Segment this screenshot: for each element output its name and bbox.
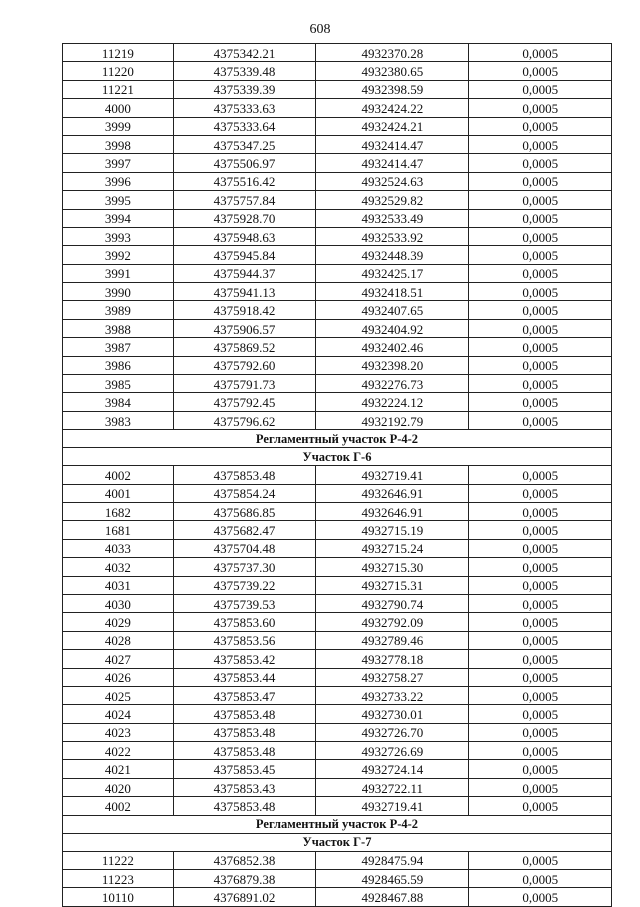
x-coordinate-cell: 4375737.30 — [173, 558, 316, 576]
table-row — [63, 264, 612, 282]
x-coordinate-cell: 4375757.84 — [173, 191, 316, 209]
y-coordinate-cell: 4932370.28 — [316, 44, 469, 62]
point-number-cell: 3986 — [63, 356, 174, 374]
y-coordinate-cell: 4932726.69 — [316, 742, 469, 760]
point-number-cell: 4023 — [63, 723, 174, 741]
error-cell: 0,0005 — [469, 466, 612, 484]
x-coordinate-cell: 4375791.73 — [173, 375, 316, 393]
table-row — [63, 44, 612, 62]
table-row — [63, 594, 612, 612]
x-coordinate-cell: 4375739.22 — [173, 576, 316, 594]
x-coordinate-cell: 4375342.21 — [173, 44, 316, 62]
table-row — [63, 484, 612, 502]
table-row — [63, 172, 612, 190]
y-coordinate-cell: 4932792.09 — [316, 613, 469, 631]
y-coordinate-cell: 4932730.01 — [316, 705, 469, 723]
table-row — [63, 521, 612, 539]
y-coordinate-cell: 4932533.49 — [316, 209, 469, 227]
table-row — [63, 191, 612, 209]
x-coordinate-cell: 4376852.38 — [173, 851, 316, 869]
y-coordinate-cell: 4932646.91 — [316, 484, 469, 502]
point-number-cell: 3983 — [63, 411, 174, 429]
x-coordinate-cell: 4375506.97 — [173, 154, 316, 172]
table-row — [63, 466, 612, 484]
y-coordinate-cell: 4928467.88 — [316, 888, 469, 906]
point-number-cell: 3987 — [63, 338, 174, 356]
section-heading-row — [63, 815, 612, 833]
section-heading: Участок Г-6 — [63, 448, 612, 466]
x-coordinate-cell: 4375944.37 — [173, 264, 316, 282]
y-coordinate-cell: 4932407.65 — [316, 301, 469, 319]
table-row — [63, 246, 612, 264]
table-row — [63, 851, 612, 869]
y-coordinate-cell: 4932790.74 — [316, 594, 469, 612]
error-cell: 0,0005 — [469, 558, 612, 576]
point-number-cell: 3991 — [63, 264, 174, 282]
error-cell: 0,0005 — [469, 631, 612, 649]
error-cell: 0,0005 — [469, 62, 612, 80]
coordinates-table-container — [62, 43, 612, 907]
y-coordinate-cell: 4928465.59 — [316, 870, 469, 888]
y-coordinate-cell: 4932529.82 — [316, 191, 469, 209]
error-cell: 0,0005 — [469, 742, 612, 760]
table-row — [63, 760, 612, 778]
coordinates-table — [62, 43, 612, 907]
table-row — [63, 154, 612, 172]
point-number-cell: 4000 — [63, 99, 174, 117]
table-row — [63, 62, 612, 80]
point-number-cell: 3989 — [63, 301, 174, 319]
y-coordinate-cell: 4932758.27 — [316, 668, 469, 686]
error-cell: 0,0005 — [469, 411, 612, 429]
y-coordinate-cell: 4932398.20 — [316, 356, 469, 374]
table-row — [63, 888, 612, 906]
y-coordinate-cell: 4932646.91 — [316, 502, 469, 520]
y-coordinate-cell: 4932402.46 — [316, 338, 469, 356]
x-coordinate-cell: 4375853.45 — [173, 760, 316, 778]
point-number-cell: 3999 — [63, 117, 174, 135]
point-number-cell: 11219 — [63, 44, 174, 62]
y-coordinate-cell: 4928475.94 — [316, 851, 469, 869]
table-row — [63, 742, 612, 760]
y-coordinate-cell: 4932398.59 — [316, 80, 469, 98]
x-coordinate-cell: 4375906.57 — [173, 319, 316, 337]
point-number-cell: 3988 — [63, 319, 174, 337]
table-row — [63, 539, 612, 557]
table-row — [63, 723, 612, 741]
point-number-cell: 4030 — [63, 594, 174, 612]
x-coordinate-cell: 4375796.62 — [173, 411, 316, 429]
table-row — [63, 502, 612, 520]
x-coordinate-cell: 4375853.48 — [173, 723, 316, 741]
y-coordinate-cell: 4932425.17 — [316, 264, 469, 282]
x-coordinate-cell: 4375339.39 — [173, 80, 316, 98]
point-number-cell: 4027 — [63, 650, 174, 668]
point-number-cell: 4032 — [63, 558, 174, 576]
table-row — [63, 576, 612, 594]
error-cell: 0,0005 — [469, 44, 612, 62]
point-number-cell: 1681 — [63, 521, 174, 539]
error-cell: 0,0005 — [469, 613, 612, 631]
point-number-cell: 4031 — [63, 576, 174, 594]
error-cell: 0,0005 — [469, 484, 612, 502]
table-row — [63, 797, 612, 815]
point-number-cell: 3993 — [63, 227, 174, 245]
table-row — [63, 613, 612, 631]
table-row — [63, 375, 612, 393]
error-cell: 0,0005 — [469, 375, 612, 393]
x-coordinate-cell: 4375918.42 — [173, 301, 316, 319]
x-coordinate-cell: 4375853.43 — [173, 778, 316, 796]
error-cell: 0,0005 — [469, 246, 612, 264]
error-cell: 0,0005 — [469, 227, 612, 245]
y-coordinate-cell: 4932524.63 — [316, 172, 469, 190]
table-row — [63, 356, 612, 374]
error-cell: 0,0005 — [469, 760, 612, 778]
y-coordinate-cell: 4932724.14 — [316, 760, 469, 778]
section-heading-row — [63, 430, 612, 448]
error-cell: 0,0005 — [469, 576, 612, 594]
point-number-cell: 3996 — [63, 172, 174, 190]
error-cell: 0,0005 — [469, 172, 612, 190]
table-row — [63, 558, 612, 576]
table-row — [63, 135, 612, 153]
x-coordinate-cell: 4376879.38 — [173, 870, 316, 888]
x-coordinate-cell: 4375854.24 — [173, 484, 316, 502]
point-number-cell: 4021 — [63, 760, 174, 778]
x-coordinate-cell: 4375853.48 — [173, 797, 316, 815]
table-row — [63, 209, 612, 227]
x-coordinate-cell: 4375686.85 — [173, 502, 316, 520]
point-number-cell: 4025 — [63, 686, 174, 704]
y-coordinate-cell: 4932778.18 — [316, 650, 469, 668]
table-row — [63, 650, 612, 668]
y-coordinate-cell: 4932414.47 — [316, 135, 469, 153]
x-coordinate-cell: 4375853.56 — [173, 631, 316, 649]
error-cell: 0,0005 — [469, 264, 612, 282]
point-number-cell: 10110 — [63, 888, 174, 906]
point-number-cell: 4001 — [63, 484, 174, 502]
x-coordinate-cell: 4375928.70 — [173, 209, 316, 227]
table-row — [63, 319, 612, 337]
error-cell: 0,0005 — [469, 393, 612, 411]
error-cell: 0,0005 — [469, 888, 612, 906]
y-coordinate-cell: 4932424.21 — [316, 117, 469, 135]
error-cell: 0,0005 — [469, 594, 612, 612]
point-number-cell: 4028 — [63, 631, 174, 649]
point-number-cell: 3985 — [63, 375, 174, 393]
y-coordinate-cell: 4932715.19 — [316, 521, 469, 539]
y-coordinate-cell: 4932715.31 — [316, 576, 469, 594]
x-coordinate-cell: 4375945.84 — [173, 246, 316, 264]
section-heading-row — [63, 833, 612, 851]
error-cell: 0,0005 — [469, 154, 612, 172]
error-cell: 0,0005 — [469, 778, 612, 796]
table-row — [63, 631, 612, 649]
y-coordinate-cell: 4932414.47 — [316, 154, 469, 172]
section-heading: Регламентный участок Р-4-2 — [63, 430, 612, 448]
error-cell: 0,0005 — [469, 668, 612, 686]
error-cell: 0,0005 — [469, 191, 612, 209]
section-heading-row — [63, 448, 612, 466]
point-number-cell: 11221 — [63, 80, 174, 98]
x-coordinate-cell: 4375948.63 — [173, 227, 316, 245]
point-number-cell: 3990 — [63, 283, 174, 301]
x-coordinate-cell: 4375853.47 — [173, 686, 316, 704]
table-row — [63, 705, 612, 723]
x-coordinate-cell: 4375792.45 — [173, 393, 316, 411]
point-number-cell: 4026 — [63, 668, 174, 686]
error-cell: 0,0005 — [469, 797, 612, 815]
error-cell: 0,0005 — [469, 356, 612, 374]
table-row — [63, 778, 612, 796]
table-row — [63, 283, 612, 301]
point-number-cell: 4002 — [63, 466, 174, 484]
y-coordinate-cell: 4932448.39 — [316, 246, 469, 264]
x-coordinate-cell: 4375516.42 — [173, 172, 316, 190]
error-cell: 0,0005 — [469, 283, 612, 301]
table-row — [63, 686, 612, 704]
x-coordinate-cell: 4375333.63 — [173, 99, 316, 117]
error-cell: 0,0005 — [469, 686, 612, 704]
error-cell: 0,0005 — [469, 539, 612, 557]
point-number-cell: 4022 — [63, 742, 174, 760]
error-cell: 0,0005 — [469, 502, 612, 520]
table-row — [63, 338, 612, 356]
y-coordinate-cell: 4932192.79 — [316, 411, 469, 429]
point-number-cell: 11220 — [63, 62, 174, 80]
error-cell: 0,0005 — [469, 705, 612, 723]
x-coordinate-cell: 4375853.44 — [173, 668, 316, 686]
x-coordinate-cell: 4375792.60 — [173, 356, 316, 374]
x-coordinate-cell: 4375333.64 — [173, 117, 316, 135]
table-row — [63, 117, 612, 135]
y-coordinate-cell: 4932722.11 — [316, 778, 469, 796]
table-row — [63, 393, 612, 411]
error-cell: 0,0005 — [469, 319, 612, 337]
y-coordinate-cell: 4932224.12 — [316, 393, 469, 411]
point-number-cell: 4002 — [63, 797, 174, 815]
x-coordinate-cell: 4375853.60 — [173, 613, 316, 631]
error-cell: 0,0005 — [469, 99, 612, 117]
error-cell: 0,0005 — [469, 209, 612, 227]
error-cell: 0,0005 — [469, 650, 612, 668]
error-cell: 0,0005 — [469, 521, 612, 539]
table-row — [63, 99, 612, 117]
y-coordinate-cell: 4932719.41 — [316, 466, 469, 484]
y-coordinate-cell: 4932733.22 — [316, 686, 469, 704]
error-cell: 0,0005 — [469, 338, 612, 356]
error-cell: 0,0005 — [469, 851, 612, 869]
error-cell: 0,0005 — [469, 723, 612, 741]
table-row — [63, 668, 612, 686]
x-coordinate-cell: 4375682.47 — [173, 521, 316, 539]
x-coordinate-cell: 4375339.48 — [173, 62, 316, 80]
x-coordinate-cell: 4375853.42 — [173, 650, 316, 668]
x-coordinate-cell: 4375853.48 — [173, 466, 316, 484]
point-number-cell: 4020 — [63, 778, 174, 796]
point-number-cell: 3984 — [63, 393, 174, 411]
point-number-cell: 3997 — [63, 154, 174, 172]
point-number-cell: 4029 — [63, 613, 174, 631]
table-row — [63, 227, 612, 245]
point-number-cell: 11222 — [63, 851, 174, 869]
y-coordinate-cell: 4932380.65 — [316, 62, 469, 80]
y-coordinate-cell: 4932715.30 — [316, 558, 469, 576]
x-coordinate-cell: 4375853.48 — [173, 705, 316, 723]
x-coordinate-cell: 4376891.02 — [173, 888, 316, 906]
point-number-cell: 3994 — [63, 209, 174, 227]
x-coordinate-cell: 4375941.13 — [173, 283, 316, 301]
table-row — [63, 301, 612, 319]
error-cell: 0,0005 — [469, 135, 612, 153]
y-coordinate-cell: 4932715.24 — [316, 539, 469, 557]
y-coordinate-cell: 4932276.73 — [316, 375, 469, 393]
table-row — [63, 870, 612, 888]
error-cell: 0,0005 — [469, 117, 612, 135]
table-row — [63, 411, 612, 429]
point-number-cell: 4024 — [63, 705, 174, 723]
x-coordinate-cell: 4375853.48 — [173, 742, 316, 760]
y-coordinate-cell: 4932418.51 — [316, 283, 469, 301]
y-coordinate-cell: 4932719.41 — [316, 797, 469, 815]
point-number-cell: 3998 — [63, 135, 174, 153]
y-coordinate-cell: 4932726.70 — [316, 723, 469, 741]
x-coordinate-cell: 4375704.48 — [173, 539, 316, 557]
error-cell: 0,0005 — [469, 301, 612, 319]
point-number-cell: 1682 — [63, 502, 174, 520]
coordinates-table-body — [63, 44, 612, 907]
point-number-cell: 3995 — [63, 191, 174, 209]
y-coordinate-cell: 4932404.92 — [316, 319, 469, 337]
x-coordinate-cell: 4375739.53 — [173, 594, 316, 612]
section-heading: Регламентный участок Р-4-2 — [63, 815, 612, 833]
section-heading: Участок Г-7 — [63, 833, 612, 851]
page-number: 608 — [309, 22, 331, 37]
x-coordinate-cell: 4375347.25 — [173, 135, 316, 153]
point-number-cell: 11223 — [63, 870, 174, 888]
error-cell: 0,0005 — [469, 80, 612, 98]
y-coordinate-cell: 4932424.22 — [316, 99, 469, 117]
point-number-cell: 4033 — [63, 539, 174, 557]
point-number-cell: 3992 — [63, 246, 174, 264]
error-cell: 0,0005 — [469, 870, 612, 888]
table-row — [63, 80, 612, 98]
x-coordinate-cell: 4375869.52 — [173, 338, 316, 356]
y-coordinate-cell: 4932533.92 — [316, 227, 469, 245]
y-coordinate-cell: 4932789.46 — [316, 631, 469, 649]
